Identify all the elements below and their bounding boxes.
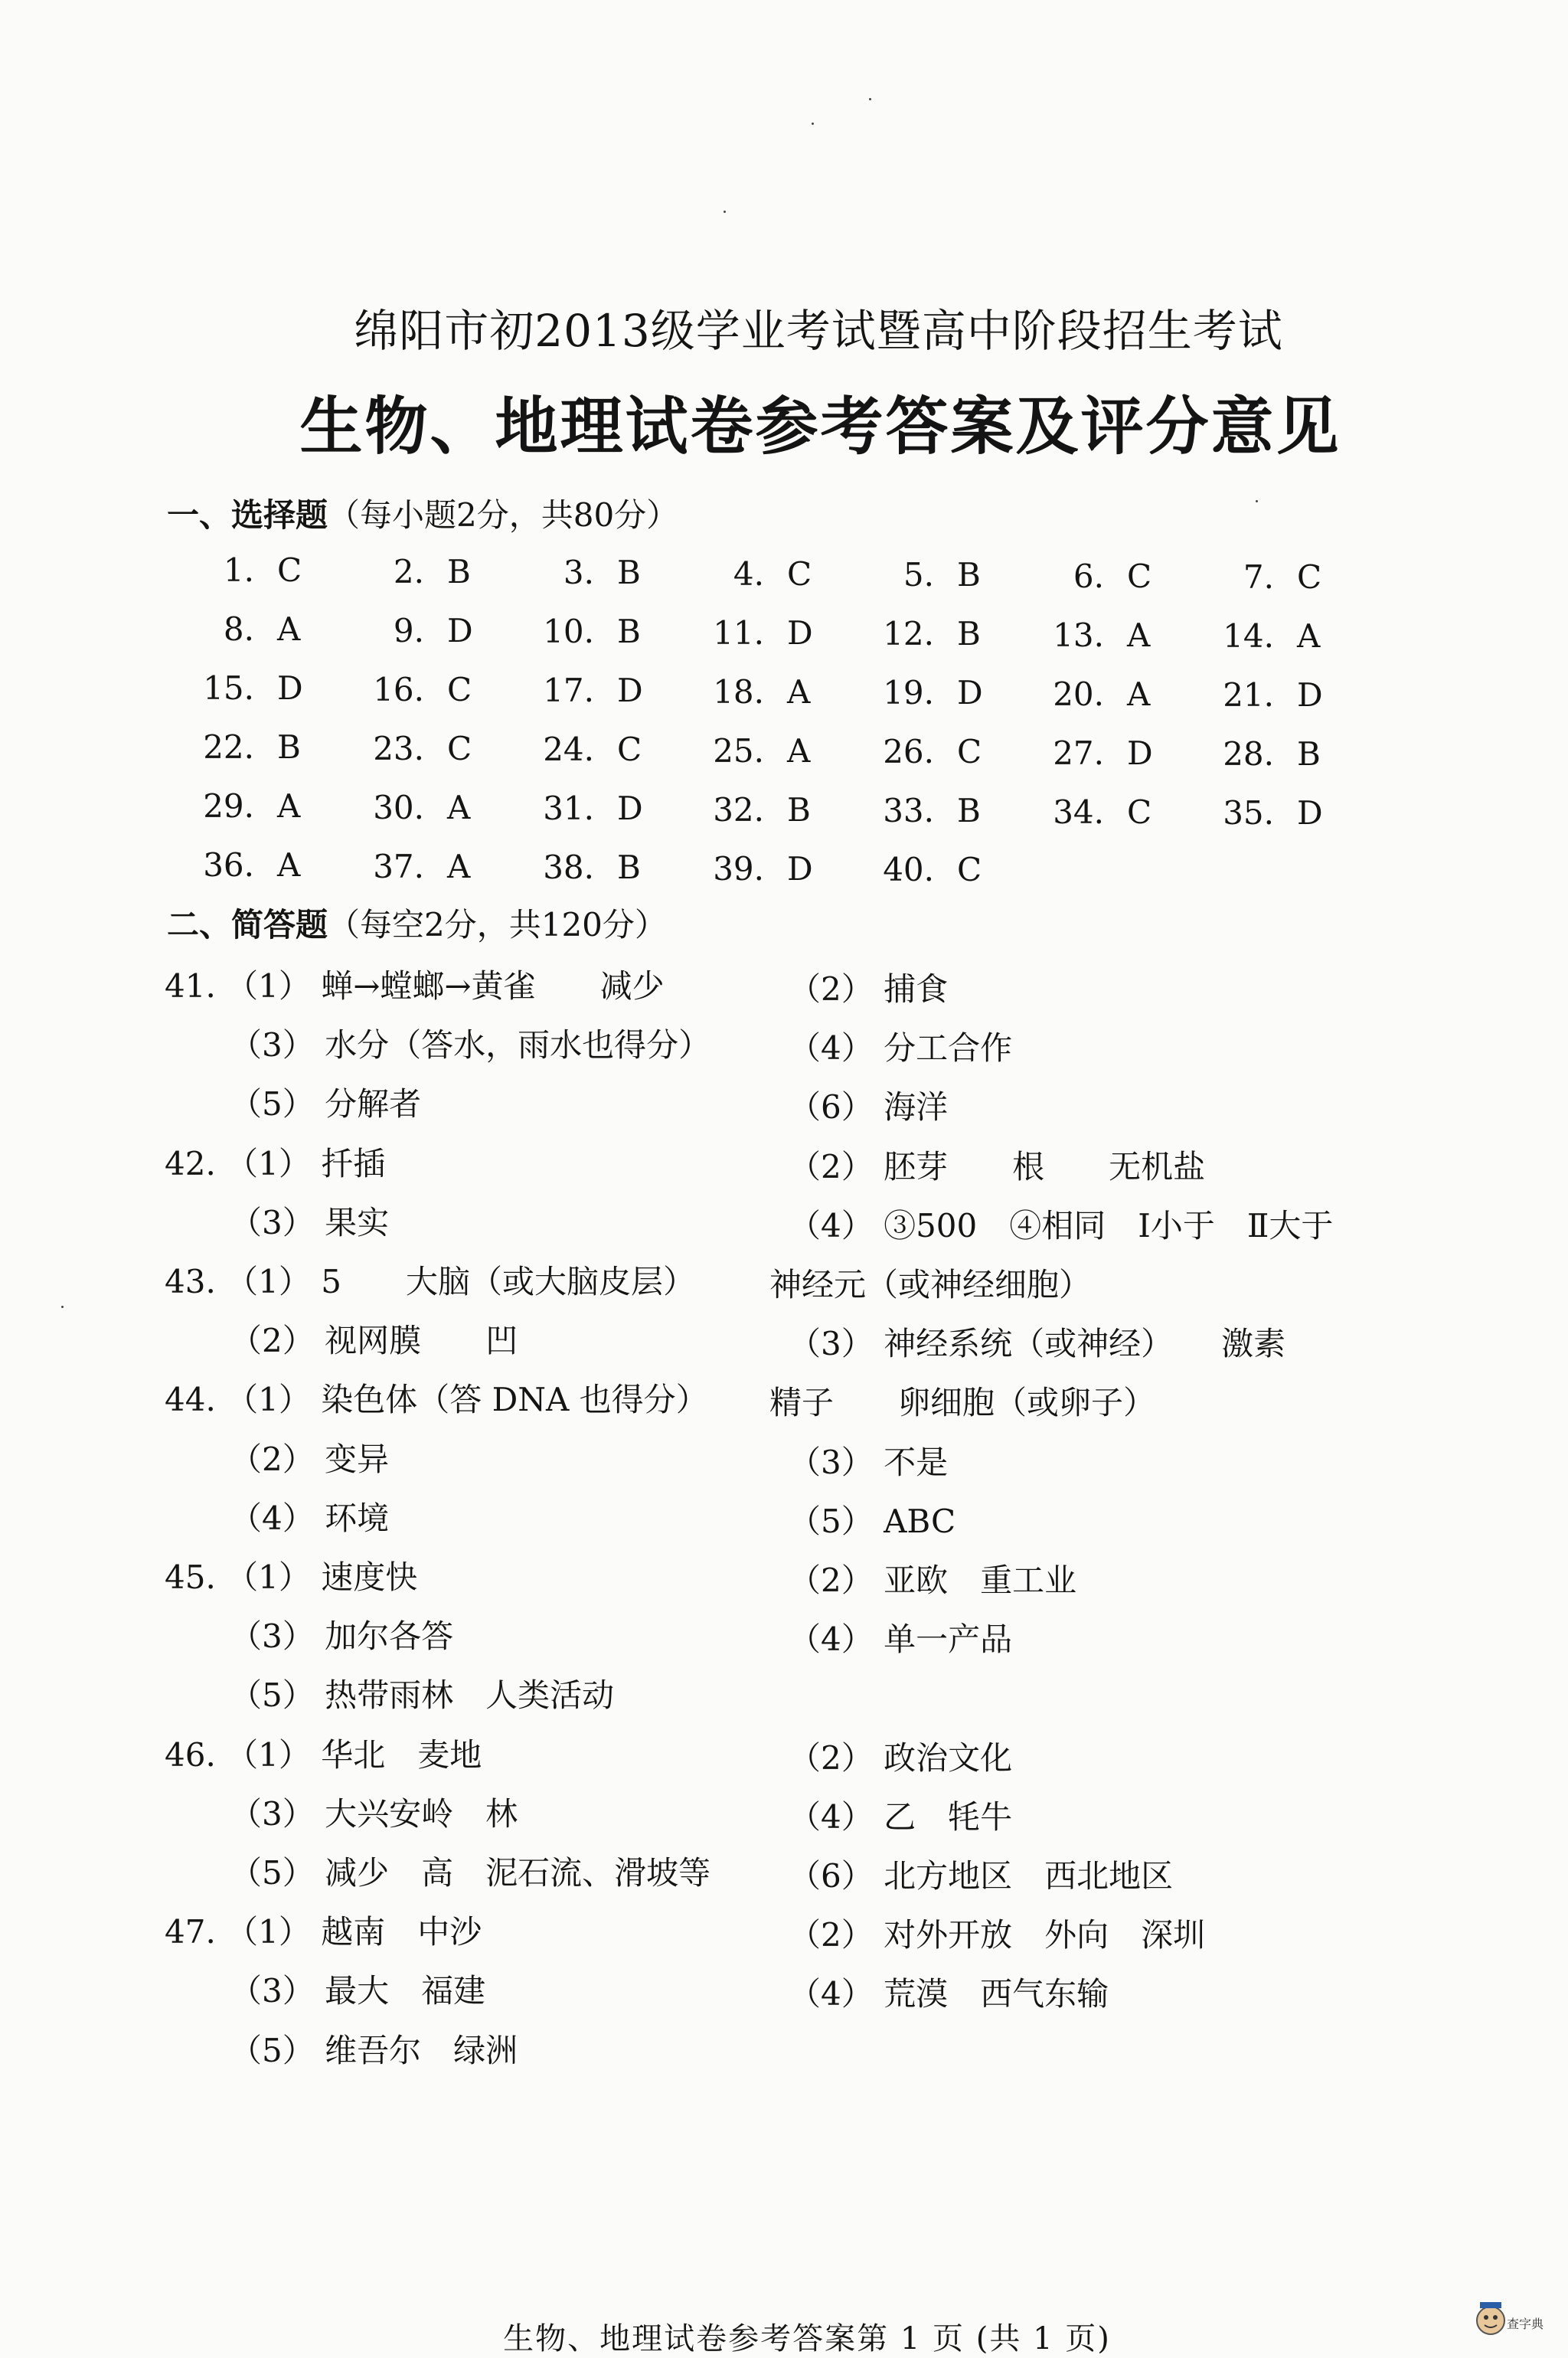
answer-line-right: （6） 北方地区 西北地区 bbox=[789, 1857, 1174, 1895]
mc-answer-item bbox=[524, 613, 641, 650]
mc-question-number: 25. bbox=[713, 731, 764, 770]
mc-answer-letter: B bbox=[277, 728, 301, 766]
mc-question-number: 33. bbox=[883, 792, 934, 829]
mc-answer-item bbox=[354, 848, 470, 885]
mc-question-number: 9. bbox=[393, 611, 424, 649]
mc-answer-item bbox=[694, 614, 813, 652]
section1-heading-label: 一、选择题 bbox=[167, 496, 328, 534]
mc-question-number: 17. bbox=[543, 672, 594, 709]
answer-line-right: （2） 亚欧 重工业 bbox=[789, 1562, 1077, 1599]
watermark-text: 查字典 bbox=[1507, 2317, 1544, 2331]
mc-question-number: 37. bbox=[373, 847, 424, 885]
mc-question-number: 31. bbox=[543, 790, 594, 827]
mc-answer-item bbox=[1034, 616, 1150, 654]
answer-line-right: （3） 不是 bbox=[789, 1443, 949, 1481]
mc-answer-letter: D bbox=[1297, 676, 1323, 714]
mc-answer-letter: B bbox=[617, 849, 641, 886]
page-footer: 生物、地理试卷参考答案第 1 页 (共 1 页) bbox=[503, 2321, 1111, 2356]
mc-answer-item bbox=[1034, 793, 1152, 831]
mc-answer-letter: B bbox=[617, 613, 641, 650]
mc-answer-letter: D bbox=[277, 669, 303, 707]
mc-question-number: 8. bbox=[223, 610, 254, 648]
mc-answer-item bbox=[524, 672, 643, 709]
mc-question-number: 2. bbox=[393, 552, 424, 590]
scan-speck bbox=[812, 123, 814, 125]
mc-answer-letter: C bbox=[1297, 558, 1322, 596]
mc-question-number: 6. bbox=[1073, 557, 1104, 595]
mc-answer-letter: A bbox=[447, 788, 471, 826]
mc-question-number: 20. bbox=[1053, 675, 1104, 713]
mc-answer-letter: B bbox=[447, 552, 471, 590]
mc-answer-item bbox=[694, 791, 811, 829]
mc-answer-letter: D bbox=[617, 790, 643, 827]
mc-question-number: 4. bbox=[733, 554, 764, 593]
section2-heading-note: （每空2分，共120分） bbox=[328, 906, 667, 944]
mc-answer-letter: A bbox=[1127, 616, 1151, 654]
mc-question-number: 35. bbox=[1223, 794, 1274, 832]
section2-heading-label: 二、简答题 bbox=[167, 906, 328, 944]
answer-line-right: （6） 海洋 bbox=[789, 1088, 949, 1127]
mc-question-number: 14. bbox=[1223, 617, 1274, 655]
mc-answer-item bbox=[184, 787, 300, 825]
mc-answer-letter: D bbox=[787, 849, 813, 888]
mc-answer-item bbox=[354, 553, 471, 590]
mc-answer-item bbox=[354, 789, 470, 826]
answer-line-right: （4） 单一产品 bbox=[789, 1621, 1013, 1659]
mc-question-number: 24. bbox=[543, 731, 594, 768]
mc-question-number: 34. bbox=[1053, 793, 1104, 831]
mc-answer-letter: A bbox=[277, 610, 301, 648]
mc-answer-item bbox=[1034, 558, 1152, 595]
answer-line-right: （2） 对外开放 外向 深圳 bbox=[789, 1916, 1206, 1954]
mc-answer-item bbox=[184, 846, 300, 884]
mc-answer-item bbox=[864, 792, 981, 829]
answer-line-right: （2） 捕食 bbox=[789, 970, 949, 1008]
answer-line-right: （4） 乙 牦牛 bbox=[789, 1797, 1013, 1836]
mc-answer-item bbox=[354, 730, 472, 767]
section2-heading bbox=[167, 900, 667, 946]
answer-line-left: （5） 热带雨林 人类活动 bbox=[230, 1676, 615, 1715]
mc-answer-letter: D bbox=[617, 672, 643, 709]
answer-line-right: 神经元（或神经细胞） bbox=[769, 1266, 1092, 1303]
mc-question-number: 5. bbox=[903, 556, 934, 594]
mc-answer-letter: C bbox=[1127, 793, 1152, 831]
scan-speck bbox=[61, 1306, 64, 1308]
mc-question-number: 15. bbox=[203, 669, 254, 707]
section1-heading-note: （每小题2分，共80分） bbox=[328, 496, 679, 534]
mc-answer-letter: D bbox=[1127, 734, 1153, 772]
mc-answer-item bbox=[524, 731, 642, 768]
answer-line-left: （3） 加尔各答 bbox=[230, 1617, 454, 1656]
answer-line-left: 46. （1） 华北 麦地 bbox=[165, 1735, 482, 1774]
answer-line-left: （5） 分解者 bbox=[230, 1085, 422, 1123]
mc-answer-item bbox=[524, 554, 641, 591]
mc-answer-letter: C bbox=[787, 554, 812, 593]
mc-answer-letter: A bbox=[1297, 617, 1321, 655]
mc-answer-letter: D bbox=[957, 674, 983, 711]
answer-line-left: 47. （1） 越南 中沙 bbox=[165, 1913, 482, 1951]
mc-answer-item bbox=[524, 849, 641, 886]
mc-answer-item bbox=[184, 551, 302, 589]
mc-answer-item bbox=[184, 610, 300, 648]
answer-line-right: （2） 胚芽 根 无机盐 bbox=[789, 1147, 1206, 1186]
mc-answer-letter: B bbox=[1297, 735, 1321, 773]
mc-question-number: 27. bbox=[1053, 734, 1104, 772]
answer-line-right: （5） ABC bbox=[789, 1502, 956, 1540]
mc-answer-letter: D bbox=[787, 613, 813, 652]
mc-question-number: 12. bbox=[883, 615, 934, 652]
mc-answer-letter: D bbox=[1297, 794, 1323, 832]
mc-answer-letter: A bbox=[277, 787, 301, 825]
mc-answer-item bbox=[864, 851, 982, 888]
mc-answer-letter: A bbox=[787, 672, 811, 711]
mc-answer-item bbox=[184, 728, 301, 766]
mc-answer-letter: A bbox=[787, 731, 811, 770]
answer-line-left: 44. （1） 染色体（答 DNA 也得分） bbox=[165, 1381, 708, 1419]
mc-answer-item bbox=[184, 669, 303, 707]
mc-answer-item bbox=[1204, 617, 1320, 655]
answer-line-left: （3） 最大 福建 bbox=[230, 1972, 486, 2010]
answer-line-right: （2） 政治文化 bbox=[789, 1738, 1013, 1777]
mc-answer-letter: B bbox=[957, 792, 981, 829]
mc-answer-item bbox=[354, 671, 472, 708]
scan-speck bbox=[869, 98, 871, 100]
answer-line-left: 45. （1） 速度快 bbox=[165, 1558, 418, 1596]
mc-question-number: 10. bbox=[543, 613, 594, 650]
mc-question-number: 40. bbox=[883, 851, 934, 888]
mc-answer-letter: D bbox=[447, 611, 473, 649]
answer-line-right: （3） 神经系统（或神经） 激素 bbox=[789, 1325, 1286, 1363]
answer-line-right: （4） 分工合作 bbox=[789, 1029, 1013, 1068]
mc-answer-letter: B bbox=[957, 615, 981, 652]
mc-question-number: 30. bbox=[373, 788, 424, 826]
mc-answer-item bbox=[524, 790, 643, 827]
scan-speck bbox=[724, 211, 726, 213]
mc-question-number: 26. bbox=[883, 733, 934, 770]
mc-answer-letter: C bbox=[277, 551, 302, 589]
mc-question-number: 21. bbox=[1223, 676, 1274, 714]
mc-question-number: 29. bbox=[203, 787, 254, 825]
mc-question-number: 28. bbox=[1223, 735, 1274, 773]
mc-answer-item bbox=[864, 615, 981, 652]
mc-question-number: 36. bbox=[203, 846, 254, 884]
mc-question-number: 22. bbox=[203, 728, 254, 766]
mc-question-number: 18. bbox=[713, 672, 764, 711]
answer-key-title: 生物、地理试卷参考答案及评分意见 bbox=[299, 390, 1341, 463]
mc-answer-item bbox=[1034, 734, 1153, 772]
mc-question-number: 3. bbox=[563, 554, 594, 591]
mc-answer-item bbox=[1034, 675, 1150, 713]
answer-line-left: （2） 视网膜 凹 bbox=[230, 1322, 518, 1360]
mc-question-number: 7. bbox=[1243, 558, 1274, 596]
mc-answer-letter: B bbox=[617, 554, 641, 591]
mc-answer-item bbox=[694, 555, 812, 593]
mc-question-number: 39. bbox=[713, 849, 764, 888]
answer-line-right: 精子 卵细胞（或卵子） bbox=[769, 1384, 1156, 1422]
answer-line-left: （4） 环境 bbox=[230, 1499, 390, 1537]
answer-line-left: （5） 减少 高 泥石流、滑坡等 bbox=[230, 1854, 711, 1892]
answer-line-left: 42. （1） 扦插 bbox=[165, 1144, 386, 1182]
mc-answer-letter: A bbox=[1127, 675, 1151, 713]
mc-answer-item bbox=[1204, 558, 1321, 596]
answer-line-left: 43. （1） 5 大脑（或大脑皮层） bbox=[165, 1263, 695, 1300]
exam-title: 绵阳市初2013级学业考试暨高中阶段招生考试 bbox=[354, 305, 1283, 357]
mc-answer-item bbox=[694, 673, 810, 711]
mc-answer-letter: C bbox=[957, 733, 982, 770]
mc-answer-letter: A bbox=[277, 846, 301, 884]
mc-answer-letter: A bbox=[447, 847, 471, 885]
answer-line-left: （5） 维吾尔 绿洲 bbox=[230, 2031, 518, 2069]
section1-heading bbox=[167, 490, 678, 536]
mc-answer-letter: C bbox=[957, 851, 982, 888]
mc-answer-item bbox=[1204, 794, 1323, 832]
mc-answer-item bbox=[1204, 735, 1321, 773]
answer-line-left: （3） 水分（答水，雨水也得分） bbox=[230, 1026, 711, 1065]
mc-answer-item bbox=[694, 732, 810, 770]
mc-answer-item bbox=[1204, 676, 1323, 714]
answer-line-left: （3） 果实 bbox=[230, 1203, 390, 1241]
answer-line-left: 41. （1） 蝉→螳螂→黄雀 减少 bbox=[165, 967, 665, 1005]
mc-question-number: 13. bbox=[1053, 616, 1104, 654]
scan-speck bbox=[1256, 500, 1258, 502]
mc-answer-letter: B bbox=[787, 790, 811, 829]
answer-line-right: （4） 荒漠 西气东输 bbox=[789, 1975, 1109, 2013]
mc-answer-letter: C bbox=[617, 731, 642, 768]
mc-question-number: 38. bbox=[543, 849, 594, 886]
mc-answer-item bbox=[864, 674, 983, 711]
mc-answer-item bbox=[354, 612, 473, 649]
mc-question-number: 11. bbox=[713, 613, 764, 652]
mc-question-number: 19. bbox=[883, 674, 934, 711]
mc-answer-letter: C bbox=[447, 670, 472, 708]
answer-line-left: （3） 大兴安岭 林 bbox=[230, 1794, 518, 1833]
answer-line-left: （2） 变异 bbox=[230, 1440, 390, 1478]
mc-answer-letter: B bbox=[957, 556, 981, 594]
answer-line-right: （4） ③500 ④相同 Ⅰ小于 Ⅱ大于 bbox=[789, 1206, 1334, 1244]
mc-answer-letter: C bbox=[447, 729, 472, 767]
mc-answer-item bbox=[864, 733, 982, 770]
mc-question-number: 23. bbox=[373, 729, 424, 767]
mc-answer-item bbox=[864, 556, 981, 594]
mc-question-number: 32. bbox=[713, 790, 764, 829]
mc-question-number: 16. bbox=[373, 670, 424, 708]
mc-question-number: 1. bbox=[223, 551, 254, 589]
mc-answer-item bbox=[694, 850, 813, 888]
mc-answer-letter: C bbox=[1127, 557, 1152, 595]
